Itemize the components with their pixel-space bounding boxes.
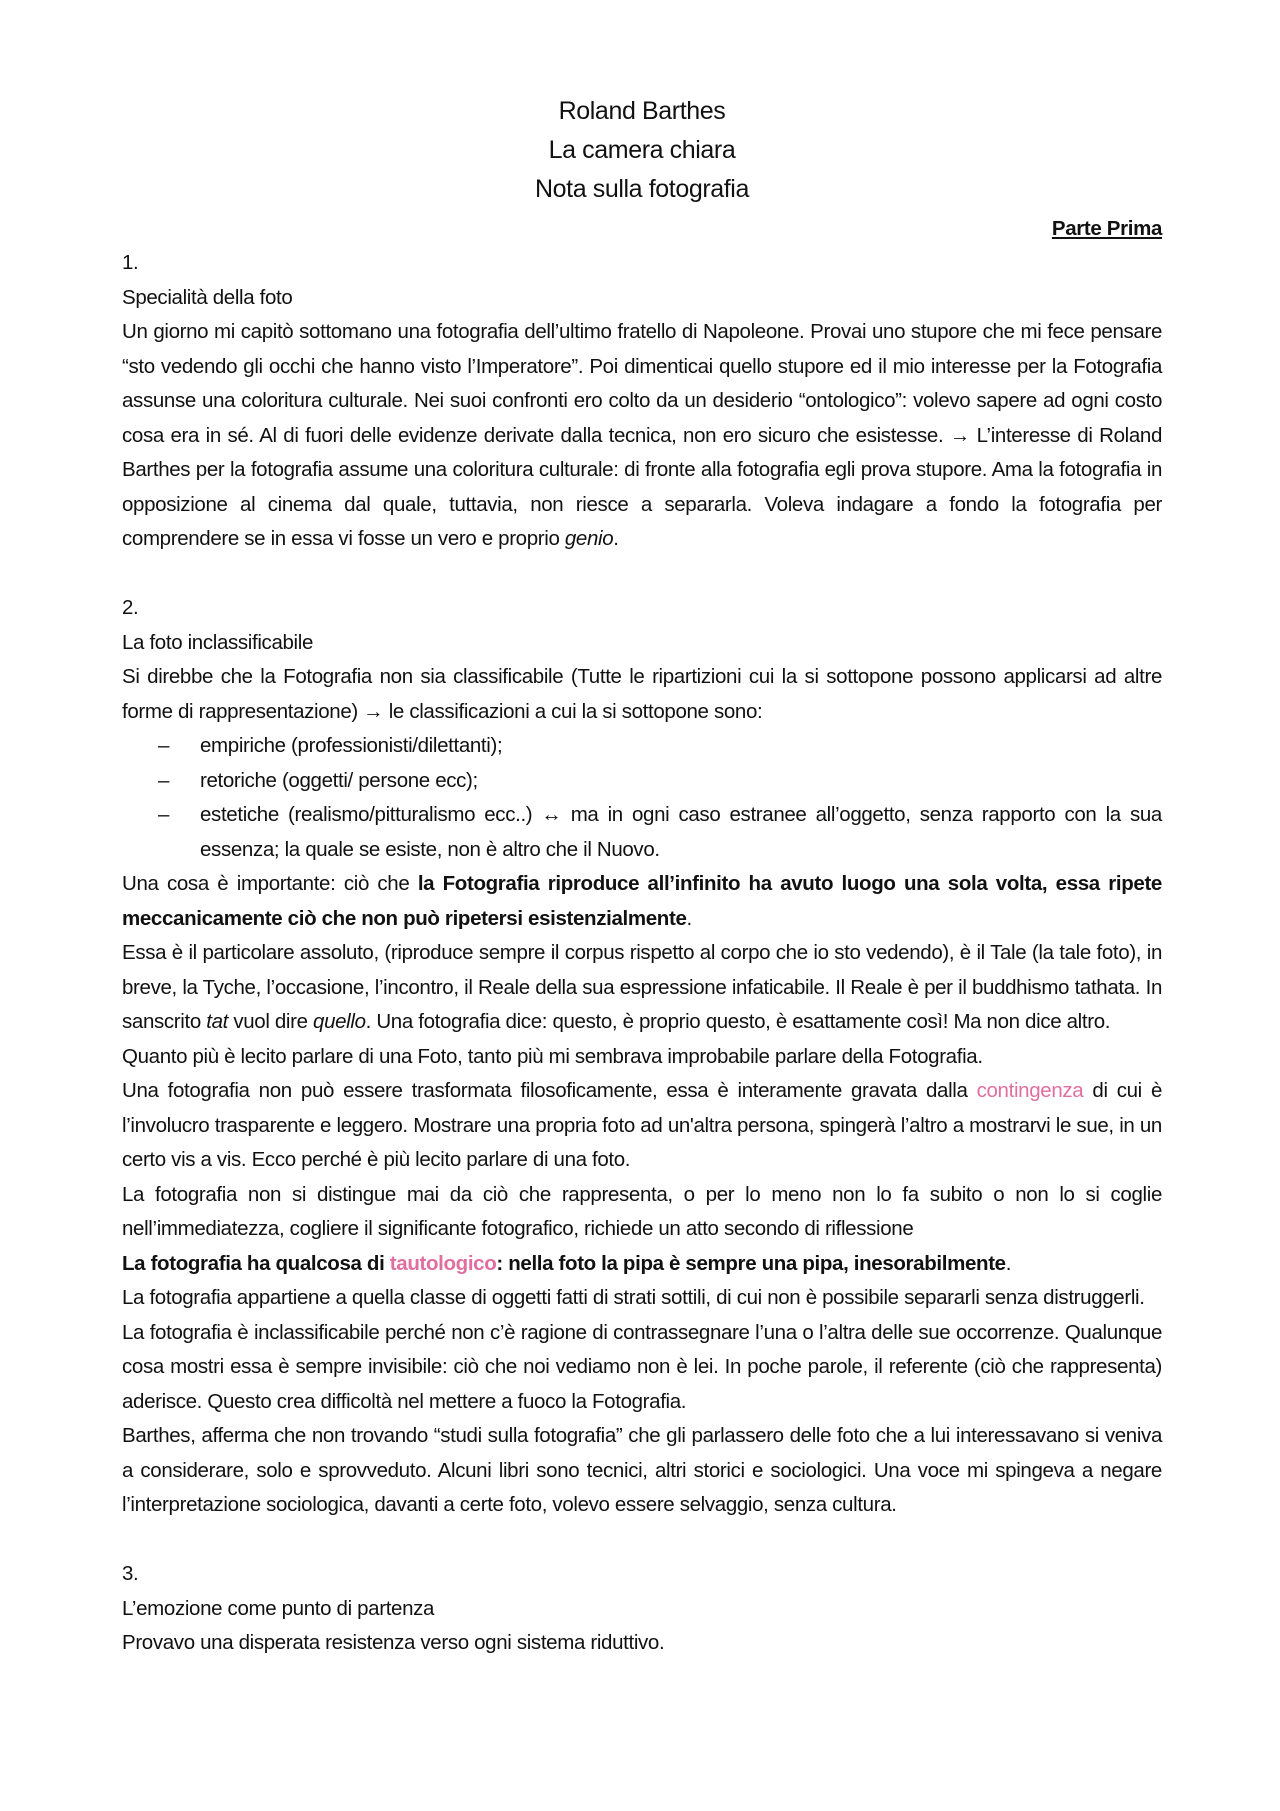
classification-list	[122, 729, 1162, 867]
paragraph: Si direbbe che la Fotografia non sia classificabile (Tutte le ripartizioni cui la si sottopone possono applicarsi ad altre forme di rappresentazione) → le classificazioni a cui la si sottopone sono:	[122, 665, 1162, 723]
italic-text: tat	[206, 1010, 228, 1033]
section-heading: Specialità della foto	[122, 285, 293, 309]
paragraph	[122, 1074, 1162, 1178]
paragraph: La fotografia è inclassificabile perché non c’è ragione di contrassegnare l’una o l’altra delle sue occorrenze. Qualunque cosa mostri essa è sempre invisibile: ciò che noi vediamo non è lei. In poche parole, il referente (ciò che rappresenta) aderisce. Questo crea difficoltà nel mettere a fuoco la Fotografia.	[122, 1320, 1162, 1413]
list-item	[158, 798, 1162, 867]
title-block	[122, 92, 1162, 209]
paragraph: La fotografia non si distingue mai da ciò che rappresenta, o per lo meno non lo fa subito o non lo si coglie nell’immediatezza, cogliere il significante fotografico, richiede un atto secondo di riflessione	[122, 1182, 1162, 1240]
paragraph	[122, 1247, 1162, 1282]
section-number: 3.	[122, 1562, 139, 1585]
text-run: : nella foto la pipa è sempre una pipa, inesorabilmente	[496, 1251, 1006, 1275]
list-item-text: empiriche (professionisti/dilettanti);	[200, 734, 503, 757]
paragraph	[122, 936, 1162, 1040]
text-run: La fotografia ha qualcosa di	[122, 1251, 390, 1275]
text-run: . Una fotografia dice: questo, è proprio questo, è esattamente così! Ma non dice altro.	[365, 1010, 1111, 1033]
section-heading: La foto inclassificabile	[122, 630, 314, 654]
paragraph	[122, 867, 1162, 936]
italic-text: quello	[313, 1010, 366, 1033]
paragraph	[122, 315, 1162, 557]
text-run: .	[613, 527, 619, 550]
text-run: Una fotografia non può essere trasformata filosoficamente, essa è interamente gravata dalla	[122, 1079, 977, 1102]
list-item-text: retoriche (oggetti/ persone ecc);	[200, 768, 478, 792]
section-3	[122, 1557, 1162, 1661]
book-subtitle: Nota sulla fotografia	[535, 175, 749, 203]
spacer	[122, 1523, 1162, 1558]
text-run: vuol dire	[227, 1010, 314, 1033]
italic-text: genio	[564, 527, 614, 550]
list-item-text: estetiche (realismo/pitturalismo ecc..) ↔ ma in ogni caso estranee all’oggetto, senza rapporto con la sua essenza; la quale se esiste, non è altro che il Nuovo.	[200, 803, 1162, 861]
bold-text: la Fotografia riproduce all’infinito ha avuto luogo una sola volta, essa ripete meccanicamente ciò che non può ripetersi esistenzialmente	[122, 872, 1162, 930]
section-1	[122, 246, 1162, 557]
list-item	[158, 729, 1162, 764]
paragraph: La fotografia appartiene a quella classe di oggetti fatti di strati sottili, di cui non è possibile separarli senza distruggerli.	[122, 1286, 1145, 1309]
text-run: Una cosa è importante: ciò che	[122, 872, 418, 895]
author-name: Roland Barthes	[558, 97, 726, 125]
text-run: .	[1005, 1251, 1012, 1275]
highlighted-term: contingenza	[976, 1079, 1084, 1102]
dash-bullet: –	[158, 803, 170, 826]
highlighted-term: tautologico	[389, 1251, 497, 1275]
list-item	[158, 764, 1162, 799]
part-heading: Parte Prima	[1051, 217, 1162, 240]
text-run: Un giorno mi capitò sottomano una fotografia dell’ultimo fratello di Napoleone. Provai uno stupore che mi fece pensare “sto vedendo gli occhi che hanno visto l’Imperatore”. Poi dimenticai quello stupore ed il mio interesse per la Fotografia assunse una coloritura culturale. Nei suoi confronti ero colto da un desiderio “ontologico”: volevo sapere ad ogni costo cosa era in sé. Al di fuori delle evidenze derivate dalla tecnica, non ero sicuro che esistesse. → L’interesse di Roland Barthes per la fotografia assume una coloritura culturale: di fronte alla fotografia egli prova stupore. Ama la fotografia in opposizione al cinema dal quale, tuttavia, non riesce a separarla. Voleva indagare a fondo la fotografia per comprendere se in essa vi fosse un vero e proprio	[122, 320, 1162, 550]
section-heading: L’emozione come punto di partenza	[122, 1596, 435, 1620]
paragraph: Provavo una disperata resistenza verso ogni sistema riduttivo.	[122, 1631, 665, 1654]
book-title: La camera chiara	[548, 136, 736, 164]
paragraph: Quanto più è lecito parlare di una Foto, tanto più mi sembrava improbabile parlare della Fotografia.	[122, 1044, 983, 1068]
text-run: di cui è l’involucro trasparente e leggero. Mostrare una propria foto ad un'altra persona, spingerà l’altro a mostrarvi le sue, in un certo vis a vis. Ecco perché è più lecito parlare di una foto.	[122, 1079, 1162, 1171]
section-number: 2.	[122, 596, 139, 619]
section-2	[122, 591, 1162, 1523]
paragraph: Barthes, afferma che non trovando “studi sulla fotografia” che gli parlassero delle foto che a lui interessavano si veniva a considerare, solo e sprovveduto. Alcuni libri sono tecnici, altri storici e sociologici. Una voce mi spingeva a negare l’interpretazione sociologica, davanti a certe foto, volevo essere selvaggio, senza cultura.	[122, 1424, 1162, 1516]
text-run: .	[686, 906, 692, 930]
dash-bullet: –	[158, 734, 170, 757]
spacer	[122, 557, 1162, 592]
section-number: 1.	[122, 251, 139, 274]
text-run: Essa è il particolare assoluto, (riproduce sempre il corpus rispetto al corpo che io sto vedendo), è il Tale (la tale foto), in breve, la Tyche, l’occasione, l’incontro, il Reale della sua espressione infaticabile. Il Reale è per il buddhismo tathata. In sanscrito	[122, 941, 1162, 1033]
document-body	[122, 92, 1162, 1661]
dash-bullet: –	[158, 768, 170, 792]
